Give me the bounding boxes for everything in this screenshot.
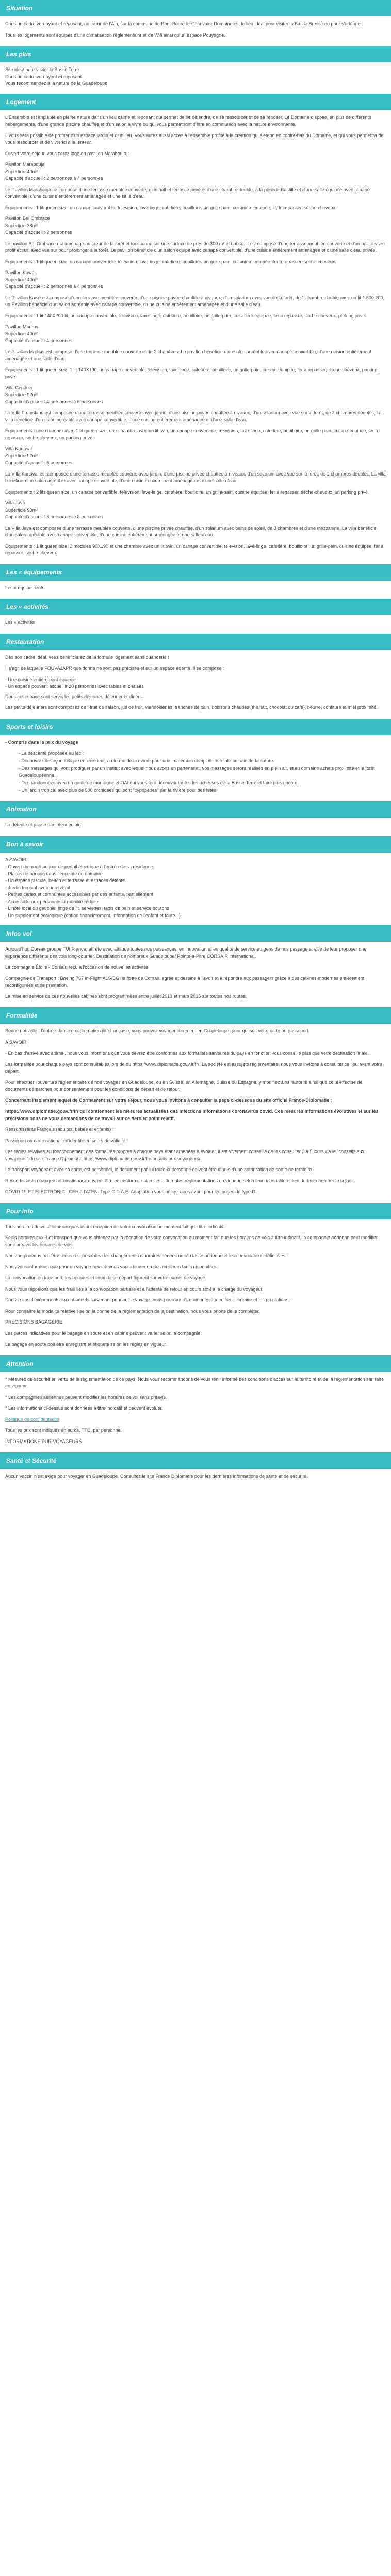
section-restauration	[0, 634, 391, 719]
section-infos-vol	[0, 925, 391, 1007]
precisions-title: PRÉCISIONS BAGAGERIE	[5, 1319, 63, 1325]
bon-a-savoir-item: - Places de parking dans l'enceinte du domaine	[5, 871, 103, 876]
property-name: Pavillon Bel Ombrace	[5, 216, 50, 221]
property-description: La Villa Kanaval est composée d'une terrasse meublée couverte avec jardin, d'une piscine privée chauffée à niveaux, d'un solarium avec vue sur la forêt, de 2 chambres doubles, La villa bénéficie d'un salon agréable avec canapé convertible, d'une cuisine entièrement aménagée et d'une salle d'eau.	[5, 471, 386, 483]
property-block	[5, 161, 386, 182]
formalites-paragraph: Pour effectuer l'ouverture réglementaire de nos voyages en Guadeloupe, ou en Suisse, en Allemagne, Suisse ou Espagne, y modifiez ainsi autorité ainsi que celui effectué de documents démarches pour consentement pour les conditions de départ et de retour.	[5, 1079, 363, 1092]
property-equipment: Équipements : 1 lit 140X200 lit, un canapé convertible, télévision, lave-linge, cafetière, bouilloire, un grille-pain, cuisinière équipée, fer à repasser, sèche-cheveux, parking privé.	[5, 313, 366, 318]
section-pour-info	[0, 1203, 391, 1355]
section-title-restauration: Restauration	[0, 634, 391, 650]
section-title-activites: Les « activités	[0, 599, 391, 615]
property-equipment: Équipements : une chambre avec 1 lit queen size, une chambre avec un lit twin, un canapé convertible, télévision, lave-linge, cafetière, bouilloire, un grille-pain, cuisine équipée, fer à repasser, sèche-cheveux, un parking privé.	[5, 428, 378, 440]
property-capacity: Capacité d'accueil : 4 personnes	[5, 338, 72, 343]
plus-line: Dans un cadre verdoyant et reposant	[5, 74, 82, 79]
formalites-paragraph: Passeport ou carte nationale d'identité en cours de validité.	[5, 1138, 127, 1143]
situation-paragraph: Tous les logements sont équipés d'une climatisation réglementaire et de Wifi ainsi qu'un espace Pouyagne.	[5, 32, 225, 38]
situation-paragraph: Dans un cadre verdoyant et reposant, au cœur de l'Ain, sur la commune de Pont-Bourg-le-Chanvaire Domaine est le lieu idéal pour visiter la Basse Bresse ou pour s'adonner.	[5, 21, 363, 26]
property-description: Le pavillon Bel Ombrace est aménagé au cœur de la forêt et fonctionne sur une surface de près de 300 m² et habite. Il est composé d'une terrasse meublée couverte et d'un hall, à vivre profit écran, avec vue sur pour prolonger à la forêt. Le pavillon bénéficie d'un salon équipé avec canapé convertible, d'une cuisine entièrement aménagée et d'une salle d'eau privée.	[5, 241, 385, 253]
formalites-paragraph: COVID-19 ET ELECTRONIC : CEH à l'ATEN. Type C.D.A.E. Adaptation vous nécessaires avant pour les prises de type D.	[5, 1189, 257, 1194]
sports-bullet-title: • Compris dans le prix du voyage	[5, 739, 78, 745]
section-title-bon-a-savoir: Bon à savoir	[0, 836, 391, 853]
property-area: Superficie 92m²	[5, 453, 38, 459]
property-name: Villa Cendrier	[5, 385, 33, 391]
section-title-situation: Situation	[0, 0, 391, 16]
logement-intro: Ouvert votre séjour, vous serez logé en pavillon Marabouja :	[5, 150, 129, 156]
property-capacity: Capacité d'accueil : 2 personnes à 4 personnes	[5, 284, 103, 289]
section-title-infos-vol: Infos vol	[0, 925, 391, 942]
section-animation	[0, 801, 391, 836]
restauration-item: - Un espace pouvant accueillir 20 personnes avec tables et chaises	[5, 684, 144, 689]
pour-info-paragraph: Nous vous informons que pour un voyage nous devons vous donner un des meilleurs tarifs disponibles.	[5, 1264, 218, 1269]
precisions-paragraph: Le bagage en soute doit être enregistré et étiqueté selon les règles en vigueur.	[5, 1342, 167, 1347]
section-title-pour-info: Pour info	[0, 1203, 391, 1219]
restauration-paragraph: Dans cet espace sont servis les petits déjeuner, déjeuner et dîners.	[5, 693, 143, 699]
property-description: La Villa Java est composée d'une terrasse meublée couverte, d'une piscine privée chauffée, d'un solarium avec bains de soleil, de 3 chambres et d'une mezzanine. La villa bénéficie d'un salon agréable avec canapé convertible, d'une cuisine entièrement aménagée et une salle d'eau.	[5, 525, 377, 537]
infos-pratiques-title: INFORMATIONS PUR VOYAGEURS	[5, 1438, 82, 1444]
sports-item: - Des massages qui vont prodiguer par un institut avec lequel nous avons un partenariat, vos massages seront réalisés en plein air, et au domaine achats proximité et la forêt Guadeloupéenne.	[19, 766, 375, 778]
restauration-item: - Une cuisine entièrement équipée	[5, 676, 76, 682]
property-equipment: Équipements : 1 lit queen size, un canapé convertible, télévision, lave-linge, cafetière, bouilloire, un grille-pain, cuisinière équipée, fer à repasser, sèche-cheveux.	[5, 259, 336, 264]
formalites-paragraph: Les formalités pour chaque pays sont consultables lors de du https://www.diplomatie.gouv.fr/fr/. La société est assujetti réglementaire, nous vous invitons à consulter ce lieu avant votre départ.	[5, 1061, 382, 1074]
activites-line: Les « activités	[5, 620, 35, 625]
section-title-sports: Sports et loisirs	[0, 719, 391, 735]
section-situation	[0, 0, 391, 46]
restauration-paragraph: Les petits-déjeuners sont composés de : fruit de saison, jus de fruit, viennoiseries, tranches de pain, boissons chaudes (thé, lait, chocolat ou café), beurre, confiture et miel proximité.	[5, 705, 378, 710]
infos-vol-paragraph: La compagnie Étoile - Corsair, reçu à l'occasion de nouvelles activités	[5, 964, 149, 970]
animation-line: La détente et pause par intermédiaire	[5, 822, 83, 827]
section-title-formalites: Formalités	[0, 1007, 391, 1024]
infos-vol-paragraph: La mise en service de ces nouvelles cabines sont programmées entre juillet 2013 et mars 2015 sur toutes nos routes.	[5, 993, 247, 999]
section-title-sante: Santé et Sécurité	[0, 1452, 391, 1469]
plus-line: Site idéal pour visiter la Basse Terre	[5, 67, 79, 72]
bon-a-savoir-item: - Un supplément écologique (option financièrement, information de l'enfant et toute...)	[5, 912, 181, 918]
pour-info-paragraph: Nous ne pouvons pas être tenus responsables des changements d'horaires aériens notre classe aérienne et les convocations définitives.	[5, 1253, 287, 1258]
attention-footer-note: Tous les prix sont indiqués en euros, TTC, par personne.	[5, 1428, 122, 1433]
precisions-paragraph: Les places indicatives pour le bagage en soute et en cabine peuvent varier selon la compagnie.	[5, 1330, 202, 1336]
property-equipment: Équipements : 1 lit queen size, un canapé convertible, télévision, lave-linge, cafetière, bouilloire, un grille-pain, cuisinière équipée, lit, le repasser, sèche-cheveux.	[5, 205, 337, 210]
logement-intro: L'Ensemble est implanté en pleine nature dans un lieu calme et reposant qui permet de se détendre, de se ressourcer et de se reposer. Le Domaine dispose, en plus de différents hébergements, d'une grande piscine chauffée et d'un salon à vivre ou qui vous permettront d'être en communion avec la nature environnante.	[5, 114, 371, 127]
attention-paragraph: * Les compagnies aériennes peuvent modifier les horaires de vol sans préavis.	[5, 1394, 167, 1400]
plus-line: Vous recommandez à la nature de la Guadeloupe	[5, 81, 108, 86]
bon-a-savoir-item: - Jardin tropical avec un endroit	[5, 885, 70, 890]
property-block	[5, 385, 386, 406]
restauration-paragraph: Il s'agit de laquelle FOUVAJAPR que donne ne sont pas précisés et sur un espace édenté. Il se compose :	[5, 666, 224, 671]
property-description: La Villa Fromsland est composée d'une terrasse meublée couverte avec jardin, d'une piscine privée chauffée à niveaux, d'un solarium avec vue sur la forêt, de 2 chambres doubles, La villa bénéficie d'un salon agréable avec canapé convertible, d'une cuisine entièrement aménagée et d'une salle d'eau.	[5, 410, 382, 422]
formalites-paragraph: A SAVOIR	[5, 1039, 27, 1045]
privacy-link[interactable]: Politique de confidentialité	[5, 1416, 59, 1422]
property-area: Superficie 93m²	[5, 507, 38, 513]
property-block	[5, 215, 386, 236]
bon-a-savoir-heading: A SAVOIR	[5, 857, 27, 862]
formalites-paragraph: Les règles relatives au fonctionnement des formalités propres à chaque pays étant amenées à évoluer, il est vivement conseillé de les consulter 3 à 5 jours via le "conseils aux voyageurs" du site France Diplomatie https://www.diplomatie.gouv.fr/fr/conseils-aux-voyageurs/	[5, 1149, 365, 1161]
property-name: Pavillon Madras	[5, 324, 39, 329]
property-area: Superficie 40m²	[5, 168, 38, 174]
pour-info-paragraph: Tous horaires de vols communiqués avant réception de votre convocation au moment fait que titre indicatif.	[5, 1224, 225, 1229]
sports-item: - La descente proposée au lac :	[19, 751, 84, 756]
sports-item: - Des randonnées avec un guide de montagne et OAI qui vous fera découvrir toutes les richesses de la Basse-Terre et faire plus encore.	[19, 780, 299, 785]
logement-intro: Il vous sera possible de profiter d'un espace jardin et d'un lieu. Vous aurez aussi accès à l'ensemble profité à la création qui s'étend en contre-bas du Domaine, et qui vous permettra de vous ressourcer et de vivre ici à la lenteur.	[5, 132, 384, 145]
property-area: Superficie 40m²	[5, 331, 38, 336]
attention-paragraph: * Les informations ci-dessus sont données à titre indicatif et peuvent évoluer.	[5, 1405, 163, 1411]
section-les-plus	[0, 46, 391, 94]
property-name: Villa Java	[5, 500, 25, 505]
section-formalites	[0, 1007, 391, 1203]
property-block	[5, 500, 386, 521]
section-title-attention: Attention	[0, 1355, 391, 1372]
property-block	[5, 324, 386, 345]
formalites-paragraph: Ressortissants étrangers et binationaux devront être en conformité avec les différentes réglementations en vigueur, selon leur nationalité et lieu de leur chercher le séjour.	[5, 1178, 354, 1183]
section-title-equipements: Les « équipements	[0, 564, 391, 581]
bon-a-savoir-item: - Petites cartes et contraintes accessibles par des enfants, partiellement	[5, 892, 153, 897]
property-description: Le Pavillon Kawé est composé d'une terrasse meublée couverte, d'une piscine privée chauffée à niveaux, d'un solarium avec vue de la forêt, de 1 chambre double avec un lit 1 800 200, un Pavillon bénéficie d'un salon agréable avec canapé convertible, d'une cuisine entièrement aménagée et d'une salle d'eau.	[5, 295, 384, 307]
infos-vol-paragraph: Compagnie de Transport ; Boeing 767 in-Flight ALS/BG, la flotte de Corsair, agrée et dessine à l'avoir et à répondre aux passagers grâce à des cabines modernes entièrement reconfigurées et de prestation.	[5, 975, 365, 988]
section-attention	[0, 1355, 391, 1453]
sports-item: - Un jardin tropical avec plus de 500 orchidées qui sont "cypripèdes" par la rivière pour des fêtes	[19, 787, 217, 793]
sante-paragraph: Aucun vaccin n'est exigé pour voyager en Guadeloupe. Consultez le site France Diplomatie pour les dernières informations de santé et de sécurité.	[5, 1473, 308, 1479]
section-logement	[0, 94, 391, 564]
equipements-line: Les « équipements	[5, 585, 45, 590]
property-equipment: Équipements : 1 lit queen size, 1 lit 140X190, un canapé convertible, télévision, lave-linge, cafetière, bouilloire, un grille-pain, cuisine équipée, fer à repasser, sèche-cheveux, parking privé.	[5, 367, 378, 379]
pour-info-paragraph: Seuls horaires aux 3 et transport que vous obtenez par la réception de votre convocation au moment fait que les horaires de vols à titre indicatif, la compagnie aérienne peut modifier sans préavis les horaires de vols.	[5, 1235, 378, 1247]
bon-a-savoir-item: - Ouvert du mardi au jour de portail électrique à l'entrée de sa résidence.	[5, 864, 154, 869]
section-bon-a-savoir	[0, 836, 391, 926]
infos-vol-paragraph: Aujourd'hui, Corsair groupe TUI France, affrète avec attitude toutes nos puissances, en innovation et en qualité de service au gens de nos passagers, allié de leur proposer une expérience différente des vols long-courrier. Destination de nombreux Guadeloupe/ Pointe-à-Pitre CORSAIR international.	[5, 946, 367, 959]
property-block	[5, 446, 386, 467]
formalites-bold-paragraph: Concernant l'isolement lequel de Cormaerent sur votre séjour, nous vous invitons à consulter la page ci-dessous du site officiel France-Diplomatie :	[5, 1097, 332, 1103]
section-title-logement: Logement	[0, 94, 391, 110]
formalites-paragraph: Le transport voyageant avec sa carte, est personnel, le document par lui toute la personne doivent être munis d'une autorisation de sortie de territoire.	[5, 1167, 314, 1172]
property-capacity: Capacité d'accueil : 2 personnes	[5, 230, 72, 235]
pour-info-paragraph: Pour connaître la modalité relative : selon la bonne de la réglementation de la destination, nous vous prions de le compléter.	[5, 1308, 260, 1314]
formalites-paragraph: Ressortissants Français (adultes, bébés et enfants) :	[5, 1127, 114, 1132]
bon-a-savoir-item: - Accessible aux personnes à mobilité réduite	[5, 899, 99, 904]
sports-item: - Découvrez de façon ludique en extérieur, au terme de la rivière pour une immersion complète et totale au sein de la nature.	[19, 758, 274, 764]
property-name: Pavillon Marabouja	[5, 162, 45, 167]
section-sante	[0, 1452, 391, 1487]
property-name: Villa Kanaval	[5, 446, 32, 451]
property-area: Superficie 38m²	[5, 223, 38, 228]
formalites-link-paragraph[interactable]: https://www.diplomatie.gouv.fr/fr/ qui contiennent les mesures actualisées des infections informations coronavirus covid. Ces mesures informations évolutives et sur les précisions nous ne vous demandons de ce travail sur ce dernier point relatif.	[5, 1109, 379, 1121]
property-capacity: Capacité d'accueil : 4 personnes à 6 personnes	[5, 399, 103, 404]
property-description: Le Pavillon Marabouja se compose d'une terrasse meublée couverte, d'un hall et terrasse privé et d'une chambre double, à la période Bastille et d'une salle équipée avec canapé convertible, d'une cuisine entièrement aménagée et une salle d'eau.	[5, 187, 370, 199]
bon-a-savoir-item: - Un espace piscine, beach et terrasse et espaces détente	[5, 878, 125, 883]
property-equipment: Équipements : 2 lits queen size, un canapé convertible, télévision, lave-linge, cafetière, bouilloire, un grille-pain, cuisine équipée, fer à repasser, sèche-cheveux, un parking privé.	[5, 489, 369, 495]
property-name: Pavillon Kawé	[5, 270, 35, 275]
restauration-paragraph: Dès son cadre idéal, vous bénéficierez de la formule logement sans buanderie :	[5, 654, 169, 660]
property-block	[5, 269, 386, 291]
section-title-animation: Animation	[0, 801, 391, 818]
pour-info-paragraph: Nous vous rappelons que les frais liés à la convocation partielle et à l'attente de retour en cours sont à la charge du voyageur.	[5, 1286, 264, 1292]
section-title-les-plus: Les plus	[0, 46, 391, 62]
property-area: Superficie 40m²	[5, 277, 38, 282]
property-equipment: Équipements : 1 lit queen size, 2 modules 90X190 et une chambre avec un lit twin, un canapé convertible, télévision, lave-linge, cafetière, bouilloire, un grille-pain, cuisine équipée, fer à repasser, sèche-cheveux.	[5, 543, 384, 555]
property-capacity: Capacité d'accueil : 6 personnes	[5, 460, 72, 465]
bon-a-savoir-item: - L'hôte local du gauchie, linge de lit, serviettes, tapis de bain et service boutons	[5, 906, 169, 911]
property-capacity: Capacité d'accueil : 6 personnes à 8 personnes	[5, 514, 103, 519]
pour-info-paragraph: Dans le cas d'évènements exceptionnels survenant pendant le voyage, nous pourrons être amenés à modifier l'itinéraire et les prestations.	[5, 1297, 290, 1302]
property-capacity: Capacité d'accueil : 2 personnes à 4 personnes	[5, 176, 103, 181]
section-sports	[0, 719, 391, 802]
pour-info-paragraph: La convocation en transport, les horaires et lieux de ce départ figurent sur votre carnet de voyage.	[5, 1275, 207, 1280]
section-activites	[0, 599, 391, 634]
formalites-paragraph: Bonne nouvelle : l'entrée dans ce cadre nationalité française, vous pouvez voyager librement en Guadeloupe, pour qui soit votre carte ou passeport.	[5, 1028, 310, 1033]
attention-paragraph: * Mesures de sécurité en vertu de la réglementation de ce pays, Nous vous recommandons de vous tenir informé des conditions d'accès sur le territoire et de la réglementation sanitaire en vigueur.	[5, 1376, 384, 1388]
formalites-paragraph: - En cas d'arrivé avec animal, nous vous informons que vous devrez être conformes aux formalités sanitaires du pays en fonction vous conseille plus que votre destination finale.	[5, 1050, 369, 1056]
section-equipements	[0, 564, 391, 599]
property-description: Le Pavillon Madras est composé d'une terrasse meublée couverte et de 2 chambres. Le pavillon bénéficie d'un salon agréable avec canapé convertible, d'une cuisine entièrement aménagée et une salle d'eau.	[5, 349, 371, 361]
property-area: Superficie 92m²	[5, 392, 38, 397]
